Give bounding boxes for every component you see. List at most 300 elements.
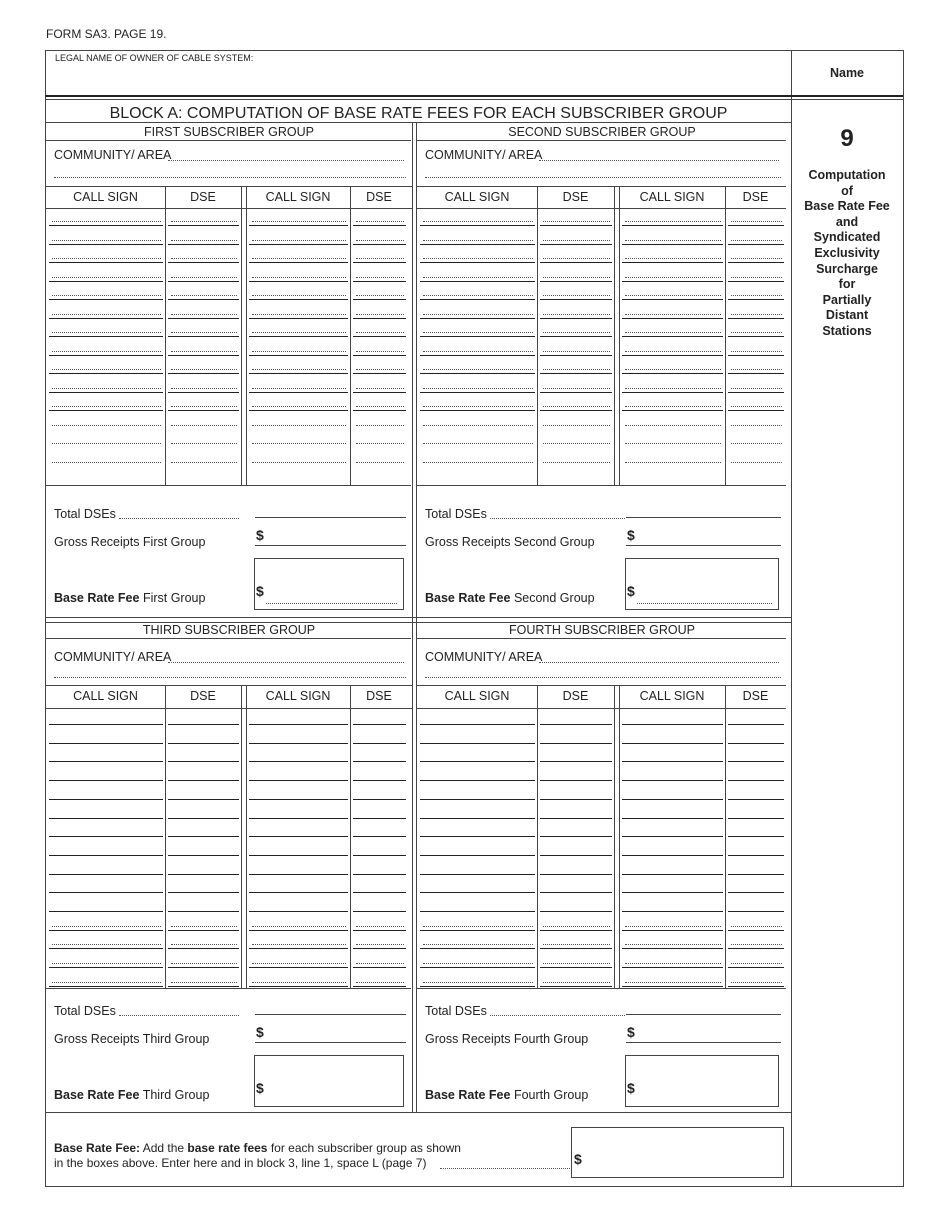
dse-field[interactable] — [540, 743, 612, 744]
dse-field[interactable] — [353, 336, 406, 337]
dse-field[interactable] — [540, 392, 612, 393]
dse-field[interactable] — [540, 836, 612, 837]
call-sign-field[interactable] — [49, 410, 163, 411]
call-sign-field[interactable] — [249, 743, 348, 744]
dse-field[interactable] — [540, 225, 612, 226]
dse-field[interactable] — [168, 911, 239, 912]
call-sign-field[interactable] — [249, 986, 348, 987]
dse-field[interactable] — [540, 911, 612, 912]
call-sign-field[interactable] — [420, 874, 535, 875]
leader-dots — [625, 277, 721, 278]
call-sign-field[interactable] — [420, 836, 535, 837]
call-sign-field[interactable] — [622, 415, 723, 429]
leader-dots — [543, 369, 610, 370]
dse-field[interactable] — [168, 948, 239, 949]
total-dses-field[interactable] — [255, 517, 406, 518]
dollar-sign: $ — [574, 1151, 582, 1167]
leader-dots — [171, 388, 237, 389]
dse-field[interactable] — [353, 724, 406, 725]
call-sign-field[interactable] — [249, 967, 348, 968]
call-sign-field[interactable] — [420, 967, 535, 968]
dse-field[interactable] — [728, 318, 784, 319]
dse-field[interactable] — [540, 299, 612, 300]
dse-field[interactable] — [168, 392, 239, 393]
call-sign-field[interactable] — [622, 855, 723, 856]
call-sign-field[interactable] — [49, 262, 163, 263]
dse-field[interactable] — [728, 244, 784, 245]
call-sign-field[interactable] — [420, 415, 535, 429]
gross-receipts-field[interactable] — [255, 545, 406, 546]
group-title: THIRD SUBSCRIBER GROUP — [142, 623, 316, 637]
call-sign-field[interactable] — [622, 930, 723, 931]
call-sign-field[interactable] — [249, 780, 348, 781]
dse-field[interactable] — [353, 911, 406, 912]
call-sign-field[interactable] — [249, 355, 348, 356]
dse-field[interactable] — [353, 452, 406, 466]
call-sign-field[interactable] — [49, 892, 163, 893]
call-sign-field[interactable] — [49, 986, 163, 987]
dse-field[interactable] — [353, 244, 406, 245]
dse-field[interactable] — [728, 761, 784, 762]
dse-field[interactable] — [168, 452, 239, 466]
dse-field[interactable] — [540, 318, 612, 319]
community-area-label: COMMUNITY/ AREA — [425, 148, 543, 162]
call-sign-field[interactable] — [420, 948, 535, 949]
call-sign-field[interactable] — [622, 336, 723, 337]
call-sign-field[interactable] — [420, 373, 535, 374]
leader-dots — [625, 369, 721, 370]
call-sign-field[interactable] — [49, 433, 163, 447]
dse-field[interactable] — [728, 225, 784, 226]
call-sign-field[interactable] — [622, 911, 723, 912]
call-sign-field[interactable] — [249, 392, 348, 393]
dse-field[interactable] — [168, 892, 239, 893]
gross-receipts-field[interactable] — [626, 545, 781, 546]
call-sign-field[interactable] — [49, 836, 163, 837]
community-area-field[interactable] — [54, 677, 406, 678]
call-sign-field[interactable] — [622, 761, 723, 762]
call-sign-field[interactable] — [420, 743, 535, 744]
dse-field[interactable] — [353, 299, 406, 300]
dse-field[interactable] — [353, 318, 406, 319]
call-sign-field[interactable] — [420, 724, 535, 725]
dse-field[interactable] — [168, 373, 239, 374]
dse-field[interactable] — [168, 410, 239, 411]
call-sign-field[interactable] — [249, 892, 348, 893]
dse-field[interactable] — [728, 433, 784, 447]
dse-field[interactable] — [168, 336, 239, 337]
call-sign-field[interactable] — [249, 761, 348, 762]
call-sign-field[interactable] — [622, 836, 723, 837]
leader-dots — [356, 332, 404, 333]
call-sign-field[interactable] — [49, 911, 163, 912]
dse-field[interactable] — [540, 855, 612, 856]
column-divider — [725, 685, 726, 988]
dse-field[interactable] — [540, 410, 612, 411]
group-title: SECOND SUBSCRIBER GROUP — [508, 125, 696, 139]
call-sign-field[interactable] — [49, 318, 163, 319]
dse-field[interactable] — [168, 724, 239, 725]
dse-field[interactable] — [728, 836, 784, 837]
dse-field[interactable] — [540, 986, 612, 987]
call-sign-field[interactable] — [420, 761, 535, 762]
dse-field[interactable] — [728, 855, 784, 856]
dse-field[interactable] — [728, 986, 784, 987]
dse-field[interactable] — [353, 930, 406, 931]
dse-field[interactable] — [728, 299, 784, 300]
dse-field[interactable] — [728, 452, 784, 466]
dse-field[interactable] — [168, 967, 239, 968]
leader-dots — [625, 388, 721, 389]
call-sign-field[interactable] — [622, 433, 723, 447]
dse-field[interactable] — [353, 836, 406, 837]
call-sign-field[interactable] — [420, 281, 535, 282]
leader-dots — [625, 332, 721, 333]
dse-field[interactable] — [353, 410, 406, 411]
call-sign-field[interactable] — [420, 452, 535, 466]
call-sign-field[interactable] — [49, 415, 163, 429]
dse-field[interactable] — [540, 452, 612, 466]
section-number: 9 — [840, 125, 854, 152]
dse-field[interactable] — [540, 930, 612, 931]
call-sign-field[interactable] — [420, 780, 535, 781]
dse-field[interactable] — [353, 948, 406, 949]
dse-field[interactable] — [353, 392, 406, 393]
dse-field[interactable] — [168, 299, 239, 300]
call-sign-field[interactable] — [249, 415, 348, 429]
leader-dots — [625, 221, 721, 222]
leader-dots — [52, 351, 161, 352]
call-sign-field[interactable] — [249, 373, 348, 374]
dse-field[interactable] — [728, 967, 784, 968]
community-area-field[interactable] — [425, 177, 781, 178]
leader-dots — [731, 351, 782, 352]
call-sign-field[interactable] — [49, 855, 163, 856]
dse-field[interactable] — [728, 799, 784, 800]
leader-dots — [171, 926, 237, 927]
leader-dots — [731, 388, 782, 389]
dse-field[interactable] — [728, 281, 784, 282]
dse-field[interactable] — [168, 415, 239, 429]
call-sign-field[interactable] — [420, 855, 535, 856]
dse-field[interactable] — [540, 818, 612, 819]
call-sign-field[interactable] — [49, 281, 163, 282]
dse-header: DSE — [366, 689, 392, 703]
dse-field[interactable] — [728, 262, 784, 263]
call-sign-field[interactable] — [249, 724, 348, 725]
dse-field[interactable] — [540, 799, 612, 800]
dse-field[interactable] — [540, 948, 612, 949]
call-sign-field[interactable] — [249, 225, 348, 226]
leader-dots — [252, 944, 346, 945]
dse-field[interactable] — [728, 373, 784, 374]
dse-field[interactable] — [353, 373, 406, 374]
call-sign-field[interactable] — [622, 452, 723, 466]
dse-field[interactable] — [728, 724, 784, 725]
dse-field[interactable] — [353, 415, 406, 429]
call-sign-field[interactable] — [420, 892, 535, 893]
call-sign-field[interactable] — [249, 930, 348, 931]
call-sign-field[interactable] — [622, 355, 723, 356]
column-divider — [165, 186, 166, 485]
dse-field[interactable] — [353, 967, 406, 968]
call-sign-header: CALL SIGN — [265, 190, 331, 204]
call-sign-field[interactable] — [249, 799, 348, 800]
call-sign-field[interactable] — [49, 724, 163, 725]
dse-field[interactable] — [540, 355, 612, 356]
leader-dots — [171, 277, 237, 278]
dse-field[interactable] — [728, 780, 784, 781]
call-sign-field[interactable] — [49, 818, 163, 819]
leader-dots — [171, 351, 237, 352]
dse-field[interactable] — [353, 225, 406, 226]
call-sign-field[interactable] — [249, 911, 348, 912]
dse-field[interactable] — [353, 262, 406, 263]
call-sign-field[interactable] — [622, 743, 723, 744]
leader-dots — [119, 518, 239, 519]
call-sign-field[interactable] — [249, 855, 348, 856]
leader-dots — [52, 314, 161, 315]
community-area-field[interactable] — [54, 177, 406, 178]
dse-header: DSE — [190, 689, 216, 703]
call-sign-field[interactable] — [420, 336, 535, 337]
gross-receipts-field[interactable] — [255, 1042, 406, 1043]
call-sign-field[interactable] — [49, 799, 163, 800]
call-sign-field[interactable] — [622, 318, 723, 319]
call-sign-field[interactable] — [49, 780, 163, 781]
dse-field[interactable] — [168, 855, 239, 856]
dse-field[interactable] — [353, 986, 406, 987]
dse-field[interactable] — [540, 262, 612, 263]
call-sign-field[interactable] — [49, 930, 163, 931]
dse-field[interactable] — [728, 818, 784, 819]
call-sign-field[interactable] — [249, 262, 348, 263]
call-sign-field[interactable] — [249, 281, 348, 282]
dse-field[interactable] — [540, 780, 612, 781]
dse-field[interactable] — [540, 336, 612, 337]
call-sign-field[interactable] — [49, 967, 163, 968]
total-base-rate-fee-field[interactable] — [571, 1127, 784, 1178]
dse-field[interactable] — [728, 415, 784, 429]
dse-field[interactable] — [728, 874, 784, 875]
dse-field[interactable] — [168, 262, 239, 263]
dse-field[interactable] — [540, 761, 612, 762]
call-sign-field[interactable] — [622, 967, 723, 968]
dse-field[interactable] — [540, 892, 612, 893]
dse-field[interactable] — [540, 373, 612, 374]
leader-dots — [119, 1015, 239, 1016]
call-sign-field[interactable] — [622, 892, 723, 893]
call-sign-field[interactable] — [420, 262, 535, 263]
dse-field[interactable] — [168, 930, 239, 931]
leader-dots — [423, 240, 533, 241]
dse-field[interactable] — [353, 281, 406, 282]
leader-dots — [423, 926, 533, 927]
community-area-field[interactable] — [425, 677, 781, 678]
call-sign-field[interactable] — [49, 743, 163, 744]
call-sign-field[interactable] — [420, 392, 535, 393]
dse-field[interactable] — [540, 967, 612, 968]
sidebar-line: and — [835, 214, 859, 229]
call-sign-field[interactable] — [249, 836, 348, 837]
dse-field[interactable] — [728, 892, 784, 893]
leader-dots — [252, 963, 346, 964]
dse-field[interactable] — [353, 780, 406, 781]
dse-field[interactable] — [353, 433, 406, 447]
call-sign-field[interactable] — [622, 780, 723, 781]
dse-field[interactable] — [168, 433, 239, 447]
call-sign-field[interactable] — [249, 948, 348, 949]
leader-dots — [252, 258, 346, 259]
dse-field[interactable] — [353, 761, 406, 762]
call-sign-field[interactable] — [49, 225, 163, 226]
call-sign-field[interactable] — [249, 299, 348, 300]
call-sign-field[interactable] — [622, 986, 723, 987]
leader-dots — [52, 406, 161, 407]
call-sign-field[interactable] — [49, 244, 163, 245]
call-sign-field[interactable] — [420, 930, 535, 931]
leader-dots — [356, 406, 404, 407]
total-dses-field[interactable] — [255, 1014, 406, 1015]
dollar-sign: $ — [627, 1024, 635, 1040]
call-sign-field[interactable] — [49, 452, 163, 466]
dse-field[interactable] — [540, 433, 612, 447]
leader-dots — [356, 258, 404, 259]
dse-field[interactable] — [168, 225, 239, 226]
dollar-sign: $ — [256, 527, 264, 543]
call-sign-field[interactable] — [622, 948, 723, 949]
call-sign-field[interactable] — [49, 392, 163, 393]
call-sign-field[interactable] — [49, 336, 163, 337]
call-sign-field[interactable] — [622, 818, 723, 819]
leader-dots — [52, 369, 161, 370]
dse-field[interactable] — [728, 392, 784, 393]
leader-dots — [543, 258, 610, 259]
dse-field[interactable] — [728, 336, 784, 337]
call-sign-field[interactable] — [49, 948, 163, 949]
leader-dots — [252, 332, 346, 333]
total-dses-field[interactable] — [626, 1014, 781, 1015]
call-sign-field[interactable] — [622, 410, 723, 411]
call-sign-field[interactable] — [622, 373, 723, 374]
call-sign-field[interactable] — [249, 452, 348, 466]
call-sign-field[interactable] — [420, 433, 535, 447]
dse-field[interactable] — [168, 836, 239, 837]
call-sign-field[interactable] — [49, 299, 163, 300]
sidebar-line: Distant — [825, 308, 869, 323]
call-sign-field[interactable] — [49, 355, 163, 356]
dse-field[interactable] — [353, 355, 406, 356]
call-sign-field[interactable] — [420, 799, 535, 800]
dse-field[interactable] — [353, 743, 406, 744]
dse-field[interactable] — [540, 724, 612, 725]
call-sign-field[interactable] — [249, 244, 348, 245]
dse-field[interactable] — [728, 911, 784, 912]
dse-field[interactable] — [168, 355, 239, 356]
leader-dots — [356, 388, 404, 389]
dollar-sign: $ — [256, 1024, 264, 1040]
call-sign-field[interactable] — [420, 318, 535, 319]
call-sign-field[interactable] — [622, 392, 723, 393]
total-dses-field[interactable] — [626, 517, 781, 518]
call-sign-field[interactable] — [249, 874, 348, 875]
call-sign-field[interactable] — [622, 225, 723, 226]
dse-field[interactable] — [353, 799, 406, 800]
dse-field[interactable] — [168, 780, 239, 781]
dse-field[interactable] — [168, 318, 239, 319]
leader-dots — [625, 240, 721, 241]
call-sign-field[interactable] — [622, 874, 723, 875]
dse-field[interactable] — [728, 410, 784, 411]
call-sign-field[interactable] — [622, 281, 723, 282]
leader-dots — [423, 406, 533, 407]
dse-field[interactable] — [540, 281, 612, 282]
dse-field[interactable] — [168, 986, 239, 987]
dse-field[interactable] — [353, 818, 406, 819]
dse-field[interactable] — [728, 948, 784, 949]
dse-field[interactable] — [168, 281, 239, 282]
call-sign-field[interactable] — [249, 818, 348, 819]
dse-field[interactable] — [168, 244, 239, 245]
call-sign-field[interactable] — [420, 355, 535, 356]
column-divider — [241, 685, 242, 988]
call-sign-field[interactable] — [622, 244, 723, 245]
dse-field[interactable] — [728, 355, 784, 356]
leader-dots — [356, 944, 404, 945]
call-sign-field[interactable] — [622, 299, 723, 300]
dse-field[interactable] — [168, 818, 239, 819]
call-sign-field[interactable] — [420, 244, 535, 245]
call-sign-field[interactable] — [420, 986, 535, 987]
dse-field[interactable] — [168, 799, 239, 800]
dse-field[interactable] — [540, 244, 612, 245]
dse-field[interactable] — [353, 855, 406, 856]
gross-receipts-field[interactable] — [626, 1042, 781, 1043]
dse-field[interactable] — [353, 874, 406, 875]
call-sign-field[interactable] — [622, 724, 723, 725]
call-sign-field[interactable] — [249, 318, 348, 319]
call-sign-field[interactable] — [420, 225, 535, 226]
community-area-label: COMMUNITY/ AREA — [54, 650, 172, 664]
call-sign-field[interactable] — [420, 911, 535, 912]
call-sign-field[interactable] — [249, 433, 348, 447]
call-sign-field[interactable] — [249, 336, 348, 337]
call-sign-field[interactable] — [49, 373, 163, 374]
legal-name-field[interactable] — [52, 66, 786, 92]
base-rate-fee-field[interactable] — [254, 1055, 404, 1107]
call-sign-field[interactable] — [420, 818, 535, 819]
call-sign-field[interactable] — [420, 299, 535, 300]
dse-field[interactable] — [168, 874, 239, 875]
base-rate-fee-field[interactable] — [625, 1055, 779, 1107]
dse-field[interactable] — [728, 930, 784, 931]
call-sign-field[interactable] — [622, 799, 723, 800]
dse-field[interactable] — [728, 743, 784, 744]
dse-field[interactable] — [168, 761, 239, 762]
call-sign-field[interactable] — [49, 874, 163, 875]
call-sign-field[interactable] — [420, 410, 535, 411]
text: First Group — [139, 591, 206, 605]
dse-field[interactable] — [168, 743, 239, 744]
call-sign-field[interactable] — [249, 410, 348, 411]
dse-field[interactable] — [353, 892, 406, 893]
dse-field[interactable] — [540, 874, 612, 875]
dse-field[interactable] — [540, 415, 612, 429]
dse-header: DSE — [562, 689, 589, 703]
leader-dots — [625, 351, 721, 352]
call-sign-field[interactable] — [49, 761, 163, 762]
call-sign-field[interactable] — [622, 262, 723, 263]
